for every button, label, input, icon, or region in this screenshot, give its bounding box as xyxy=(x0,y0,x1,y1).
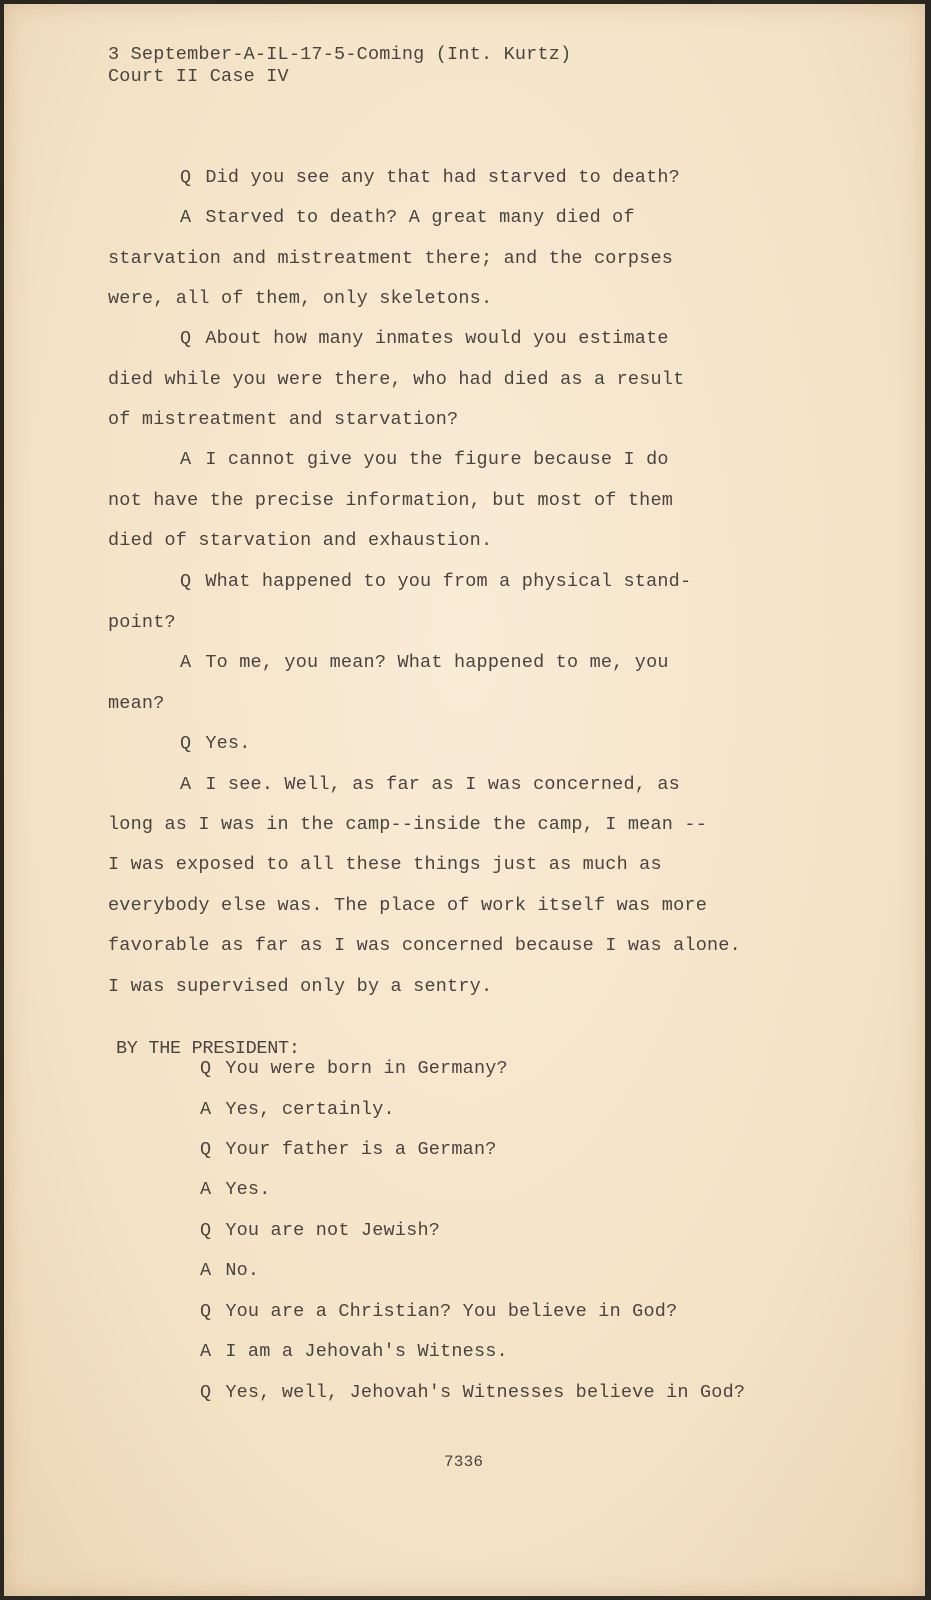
speaker-mark: Q xyxy=(180,733,192,754)
line-text: starvation and mistreatment there; and the corpses xyxy=(108,248,674,269)
speaker-mark: A xyxy=(200,1341,212,1362)
line-text: I see. Well, as far as I was concerned, as xyxy=(205,774,680,795)
speaker-mark: Q xyxy=(180,167,192,188)
line-text: favorable as far as I was concerned because I was alone. xyxy=(108,935,741,956)
speaker-mark: Q xyxy=(200,1058,212,1079)
body-line xyxy=(108,611,176,635)
line-text: Yes, certainly. xyxy=(225,1099,395,1120)
line-text: You are a Christian? You believe in God? xyxy=(225,1301,678,1322)
line-text: mean? xyxy=(108,693,165,714)
line-text: Did you see any that had starved to death? xyxy=(205,167,680,188)
line-text: You were born in Germany? xyxy=(225,1058,508,1079)
line-text: Yes. xyxy=(225,1179,271,1200)
line-text: of mistreatment and starvation? xyxy=(108,409,459,430)
speaker-mark: A xyxy=(180,774,192,795)
president-line xyxy=(200,1098,395,1122)
body-line xyxy=(108,894,707,918)
page-number: 7336 xyxy=(444,1453,484,1471)
speaker-mark: A xyxy=(200,1179,212,1200)
president-line xyxy=(200,1340,508,1364)
header-line-2: Court II Case IV xyxy=(108,66,289,87)
body-line xyxy=(180,166,680,190)
body-line xyxy=(108,934,741,958)
body-line xyxy=(180,327,669,351)
line-text: died of starvation and exhaustion. xyxy=(108,530,493,551)
body-line xyxy=(108,287,492,311)
body-line xyxy=(180,773,680,797)
president-line xyxy=(200,1057,508,1081)
line-text: point? xyxy=(108,612,176,633)
line-text: To me, you mean? What happened to me, you xyxy=(205,652,669,673)
line-text: I was exposed to all these things just as much as xyxy=(108,854,662,875)
president-line xyxy=(200,1259,259,1283)
president-line xyxy=(200,1219,440,1243)
body-line xyxy=(108,247,673,271)
line-text: everybody else was. The place of work itself was more xyxy=(108,895,707,916)
line-text: You are not Jewish? xyxy=(225,1220,441,1241)
line-text: I cannot give you the figure because I do xyxy=(205,449,669,470)
speaker-mark: A xyxy=(200,1260,212,1281)
body-line xyxy=(180,570,691,594)
line-text: Yes. xyxy=(205,733,251,754)
speaker-mark: Q xyxy=(200,1301,212,1322)
speaker-mark: A xyxy=(180,652,192,673)
body-line xyxy=(108,529,492,553)
line-text: I am a Jehovah's Witness. xyxy=(225,1341,508,1362)
line-text: were, all of them, only skeletons. xyxy=(108,288,493,309)
president-line xyxy=(200,1300,677,1324)
body-line xyxy=(108,489,673,513)
president-line xyxy=(200,1138,497,1162)
line-text: long as I was in the camp--inside the camp, I mean -- xyxy=(108,814,707,835)
body-line xyxy=(108,408,458,432)
speaker-mark: A xyxy=(200,1099,212,1120)
line-text: No. xyxy=(225,1260,260,1281)
line-text: Yes, well, Jehovah's Witnesses believe in God? xyxy=(225,1382,746,1403)
speaker-mark: Q xyxy=(200,1139,212,1160)
line-text: What happened to you from a physical stand- xyxy=(205,571,692,592)
body-line xyxy=(180,651,669,675)
speaker-mark: A xyxy=(180,449,192,470)
speaker-mark: A xyxy=(180,207,192,228)
line-text: died while you were there, who had died as a result xyxy=(108,369,685,390)
speaker-mark: Q xyxy=(180,328,192,349)
body-line xyxy=(108,975,492,999)
header-line-1: 3 September-A-IL-17-5-Coming (Int. Kurtz) xyxy=(108,44,572,65)
line-text: Starved to death? A great many died of xyxy=(205,207,635,228)
line-text: not have the precise information, but most of them xyxy=(108,490,674,511)
speaker-mark: Q xyxy=(200,1382,212,1403)
body-line xyxy=(180,732,251,756)
body-line xyxy=(108,813,707,837)
body-line xyxy=(180,448,669,472)
body-line xyxy=(108,853,662,877)
speaker-mark: Q xyxy=(200,1220,212,1241)
body-line xyxy=(108,368,684,392)
line-text: About how many inmates would you estimate xyxy=(205,328,669,349)
line-text: Your father is a German? xyxy=(225,1139,497,1160)
section-heading: BY THE PRESIDENT: xyxy=(116,1038,300,1059)
speaker-mark: Q xyxy=(180,571,192,592)
president-line xyxy=(200,1178,271,1202)
body-line xyxy=(180,206,635,230)
body-line xyxy=(108,692,165,716)
line-text: I was supervised only by a sentry. xyxy=(108,976,493,997)
document-page xyxy=(4,4,925,1596)
president-line xyxy=(200,1381,745,1405)
